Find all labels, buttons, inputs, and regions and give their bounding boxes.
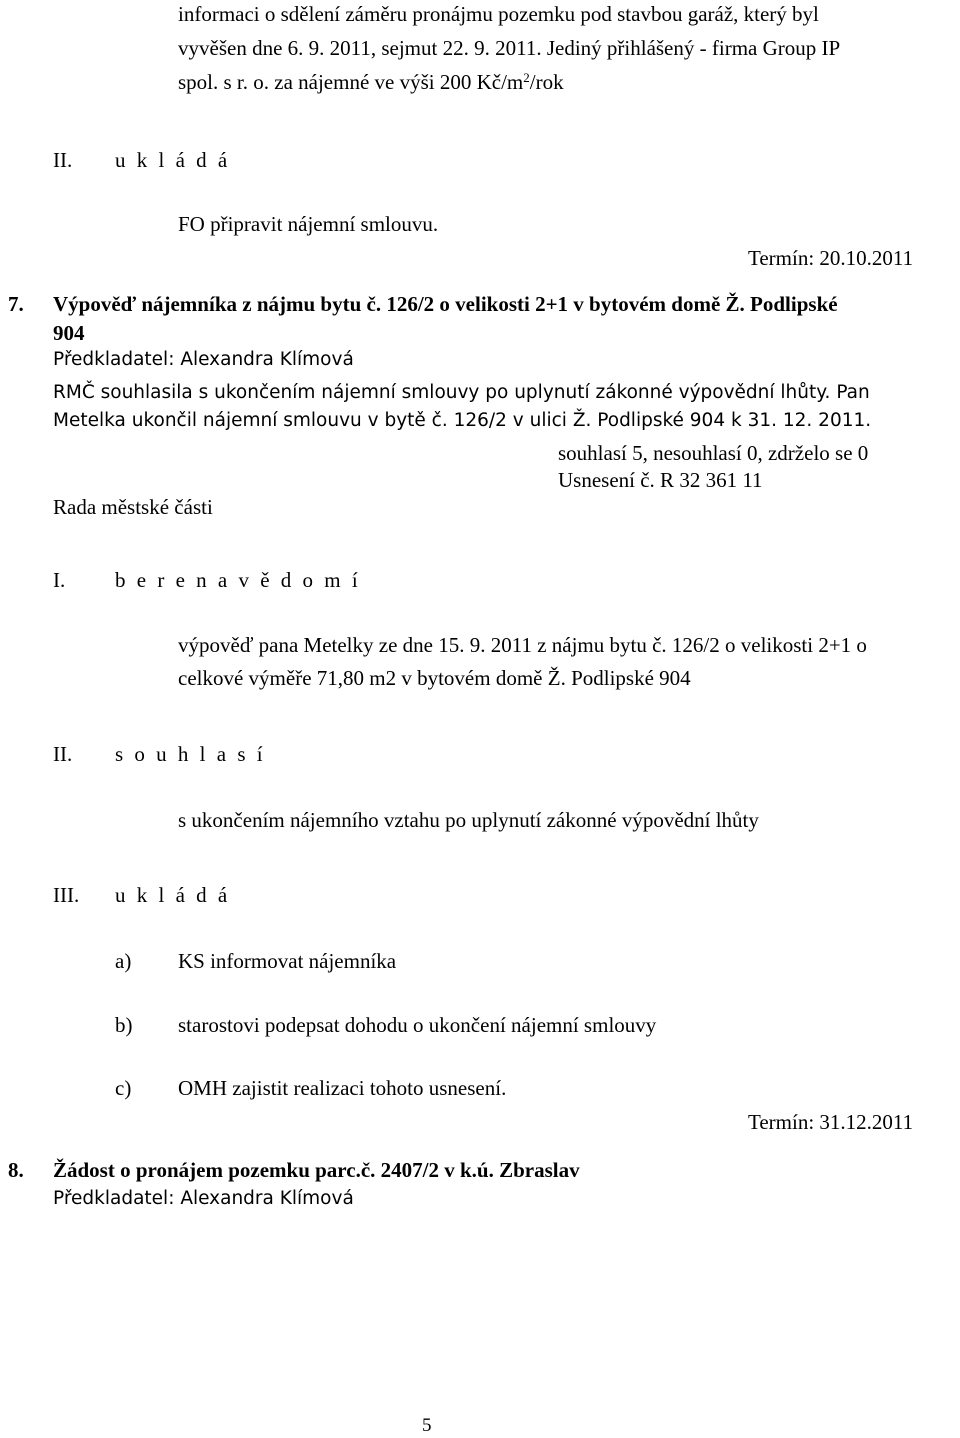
section-verb: u k l á d á: [115, 148, 231, 172]
intro-line-3: [178, 72, 564, 93]
task-text: starostovi podepsat dohodu o ukončení nájemní smlouvy: [178, 1013, 657, 1037]
item-title: Výpověď nájemníka z nájmu bytu č. 126/2 o velikosti 2+1 v bytovém domě Ž. Podlipské: [53, 292, 838, 316]
point-text: s ukončením nájemního vztahu po uplynutí zákonné výpovědní lhůty: [178, 808, 759, 832]
deadline: Termín: 20.10.2011: [748, 246, 914, 270]
section-numeral: II.: [53, 148, 73, 172]
point-numeral: I.: [53, 568, 66, 592]
point-numeral: II.: [53, 742, 73, 766]
point-verb: s o u h l a s í: [115, 742, 266, 766]
intro-line-2: vyvěšen dne 6. 9. 2011, sejmut 22. 9. 2011. Jediný přihlášený - firma Group IP: [178, 36, 841, 60]
point-verb: b e r e n a v ě d o m í: [115, 568, 361, 592]
deadline: Termín: 31.12.2011: [748, 1110, 914, 1134]
vote-result: souhlasí 5, nesouhlasí 0, zdrželo se 0: [558, 441, 869, 465]
task-label: a): [115, 949, 132, 973]
intro-line-1: informaci o sdělení záměru pronájmu pozemku pod stavbou garáž, který byl: [178, 2, 819, 26]
item-number: 7.: [8, 292, 24, 316]
task-text: OMH zajistit realizaci tohoto usnesení.: [178, 1076, 507, 1100]
council-body: Rada městské části: [53, 495, 213, 519]
item-body-line-2: Metelka ukončil nájemní smlouvu v bytě č. 126/2 v ulici Ž. Podlipské 904 k 31. 12. 2011.: [53, 410, 872, 431]
resolution-number: Usnesení č. R 32 361 11: [558, 468, 763, 492]
point-numeral: III.: [53, 883, 80, 907]
intro-line-3-text: spol. s r. o. za nájemné ve výši 200 Kč/m: [178, 70, 524, 94]
presenter: Předkladatel: Alexandra Klímová: [53, 1188, 354, 1209]
task-label: c): [115, 1076, 132, 1100]
point-text-line-2: celkové výměře 71,80 m2 v bytovém domě Ž. Podlipské 904: [178, 666, 691, 690]
point-verb: u k l á d á: [115, 883, 231, 907]
task-label: b): [115, 1013, 133, 1037]
superscript: 2: [523, 70, 530, 85]
section-task: FO připravit nájemní smlouvu.: [178, 212, 439, 236]
item-number: 8.: [8, 1158, 24, 1182]
page-number: 5: [422, 1415, 432, 1436]
point-text-line-1: výpověď pana Metelky ze dne 15. 9. 2011 z nájmu bytu č. 126/2 o velikosti 2+1 o: [178, 633, 867, 657]
presenter: Předkladatel: Alexandra Klímová: [53, 349, 354, 370]
item-title-cont: 904: [53, 321, 85, 345]
intro-line-3-unit: /rok: [529, 70, 564, 94]
item-body-line-1: RMČ souhlasila s ukončením nájemní smlouvy po uplynutí zákonné výpovědní lhůty. Pan: [53, 382, 870, 403]
task-text: KS informovat nájemníka: [178, 949, 397, 973]
item-title: Žádost o pronájem pozemku parc.č. 2407/2 v k.ú. Zbraslav: [53, 1158, 580, 1182]
